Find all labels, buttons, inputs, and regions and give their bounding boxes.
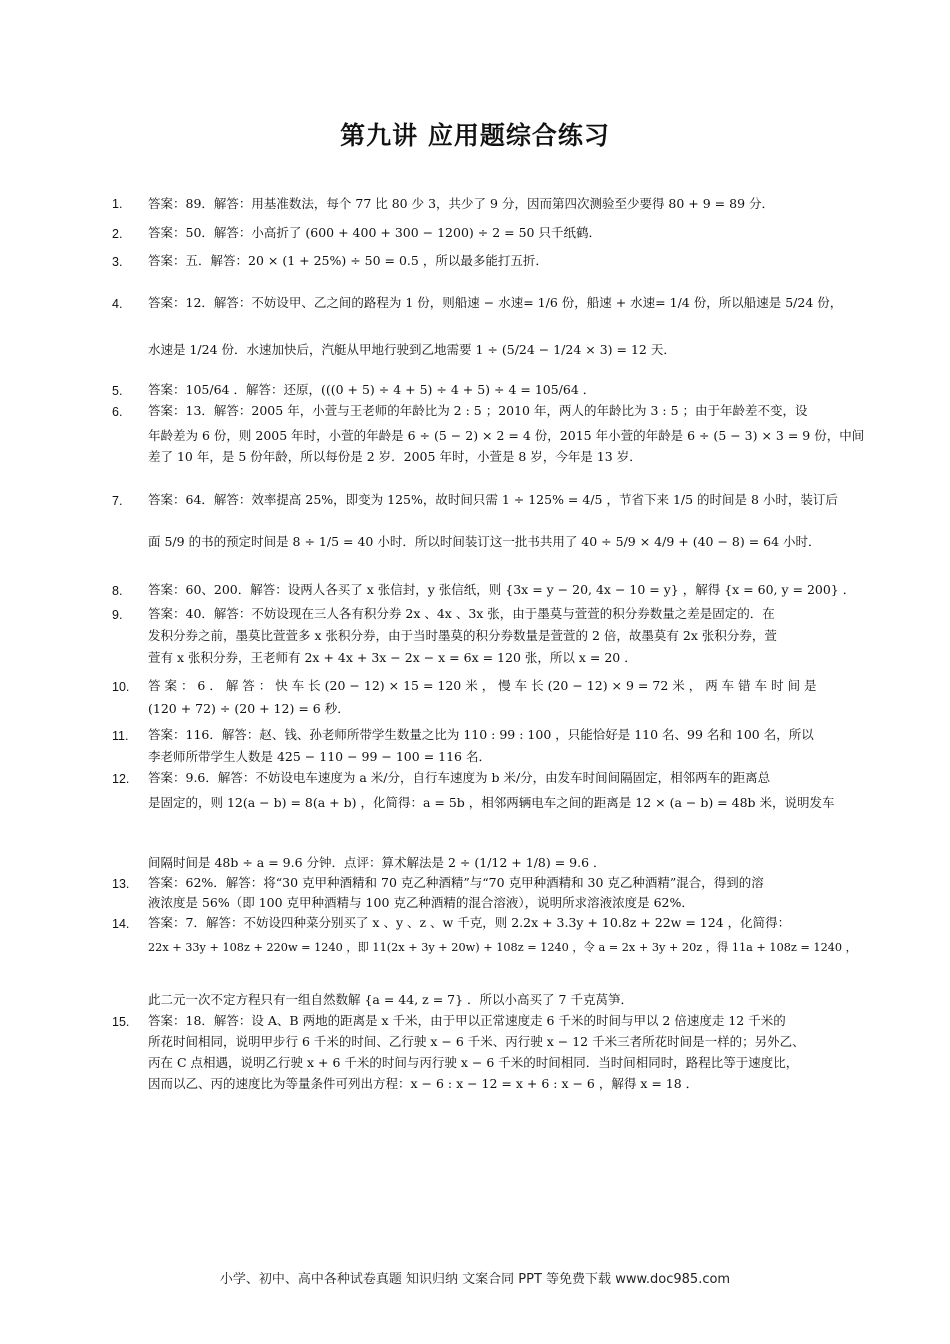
item-line: 答案：五．解答：20 × (1 + 25%) ÷ 50 = 0.5 ，所以最多能打五折． (148, 253, 548, 268)
item-line: 发积分券之前，墨莫比萱萱多 x 张积分券，由于当时墨莫的积分券数量是萱萱的 2 倍，故墨莫有 2x 张积分券，萱 (148, 628, 777, 643)
item-line: (120 + 72) ÷ (20 + 12) = 6 秒． (148, 701, 350, 716)
item-number: 7. (112, 494, 123, 508)
item-number: 14. (112, 917, 130, 931)
item-line: 丙在 C 点相遇，说明乙行驶 x + 6 千米的时间与丙行驶 x − 6 千米的时间相同．当时间相同时，路程比等于速度比， (148, 1055, 799, 1070)
item-line: 因而以乙、丙的速度比为等量条件可列出方程：x − 6 : x − 12 = x + 6 : x − 6 ，解得 x = 18 ． (148, 1076, 699, 1091)
item-line: 答案：64．解答：效率提高 25%，即变为 125%，故时间只需 1 ÷ 125% = 4/5 ，节省下来 1/5 的时间是 8 小时，装订后 (148, 492, 838, 507)
item-line: 答案：40．解答：不妨设现在三人各有积分券 2x 、4x 、3x 张，由于墨莫与萱萱的积分券数量之差是固定的．在 (148, 606, 775, 621)
item-number: 10. (112, 680, 130, 694)
item-line: 答案：50．解答：小高折了 (600 + 400 + 300 − 1200) ÷ 2 = 50 只千纸鹤． (148, 225, 601, 240)
item-line: 差了 10 年，是 5 份年龄，所以每份是 2 岁．2005 年时，小萱是 8 岁，今年是 13 岁． (148, 449, 642, 464)
item-line: 22x + 33y + 108z + 220w = 1240 ，即 11(2x + 3y + 20w) + 108z = 1240 ，令 a = 2x + 3y + 20z ，得 11a + 108z = 1240 ， (148, 941, 857, 954)
item-number: 15. (112, 1015, 130, 1029)
item-number: 11. (112, 729, 129, 743)
item-line: 答案：89．解答：用基准数法，每个 77 比 80 少 3，共少了 9 分，因而第四次测验至少要得 80 + 9 = 89 分． (148, 196, 774, 211)
item-line: 答案：18．解答：设 A、B 两地的距离是 x 千米，由于甲以正常速度走 6 千米的时间与甲以 2 倍速度走 12 千米的 (148, 1013, 786, 1028)
item-line: 此二元一次不定方程只有一组自然数解 {a = 44, z = 7} ．所以小高买了 7 千克莴笋． (148, 992, 633, 1007)
item-number: 12. (112, 772, 130, 786)
item-line: 答案：7．解答：不妨设四种菜分别买了 x 、y 、z 、w 千克，则 2.2x + 3.3y + 10.8z + 22w = 124 ，化简得： (148, 915, 791, 930)
item-line: 答案：60、200．解答：设两人各买了 x 张信封，y 张信纸，则 {3x = y − 20, 4x − 10 = y} ，解得 {x = 60, y = 200} ． (148, 582, 856, 597)
item-line: 是固定的，则 12(a − b) = 8(a + b) ，化简得：a = 5b ，相邻两辆电车之间的距离是 12 × (a − b) = 48b 米，说明发车 (148, 795, 835, 810)
item-number: 3. (112, 255, 123, 269)
page-title: 第九讲 应用题综合练习 (340, 121, 610, 150)
item-number: 2. (112, 227, 123, 241)
item-number: 13. (112, 877, 130, 891)
item-number: 1. (112, 197, 123, 211)
item-number: 5. (112, 384, 123, 398)
item-line: 答案：105/64 ．解答：还原，(((0 + 5) ÷ 4 + 5) ÷ 4 + 5) ÷ 4 = 105/64 ． (148, 382, 596, 397)
item-number: 4. (112, 297, 123, 311)
item-line: 水速是 1/24 份．水速加快后，汽艇从甲地行驶到乙地需要 1 ÷ (5/24 − 1/24 × 3) = 12 天． (148, 342, 676, 357)
item-line: 答案：12．解答：不妨设甲、乙之间的路程为 1 份，则船速 − 水速= 1/6 份，船速 + 水速= 1/4 份，所以船速是 5/24 份， (148, 295, 843, 310)
item-line: 萱有 x 张积分券，王老师有 2x + 4x + 3x − 2x − x = 6x = 120 张，所以 x = 20 ． (148, 650, 637, 665)
item-line: 间隔时间是 48b ÷ a = 9.6 分钟．点评：算术解法是 2 ÷ (1/12 + 1/8) = 9.6 ． (148, 855, 606, 870)
item-line: 李老师所带学生人数是 425 − 110 − 99 − 100 = 116 名． (148, 749, 491, 764)
item-line: 答案：62%．解答：将“30 克甲种酒精和 70 克乙种酒精”与“70 克甲种酒精和 30 克乙种酒精”混合，得到的溶 (148, 875, 764, 890)
item-number: 6. (112, 405, 123, 419)
item-number: 8. (112, 584, 123, 598)
item-line: 答 案 ： 6 ． 解 答 ： 快 车 长 (20 − 12) × 15 = 120 米 ， 慢 车 长 (20 − 12) × 9 = 72 米 ， 两 车 错 车 时 间 是 (148, 678, 817, 693)
item-line: 所花时间相同，说明甲步行 6 千米的时间、乙行驶 x − 6 千米、丙行驶 x − 12 千米三者所花时间是一样的；另外乙、 (148, 1034, 805, 1049)
item-number: 9. (112, 608, 123, 622)
footer-advert: 小学、初中、高中各种试卷真题 知识归纳 文案合同 PPT 等免费下载 www.doc985.com (219, 1272, 731, 1287)
item-line: 答案：9.6．解答：不妨设电车速度为 a 米/分，自行车速度为 b 米/分，由发车时间间隔固定，相邻两车的距离总 (148, 770, 771, 785)
item-line: 答案：13．解答：2005 年，小萱与王老师的年龄比为 2 : 5 ；2010 年，两人的年龄比为 3 : 5 ；由于年龄差不变，设 (148, 403, 808, 418)
item-line: 面 5/9 的书的预定时间是 8 ÷ 1/5 = 40 小时．所以时间装订这一批书共用了 40 ÷ 5/9 × 4/9 + (40 − 8) = 64 小时． (148, 534, 821, 549)
item-line: 答案：116．解答：赵、钱、孙老师所带学生数量之比为 110 : 99 : 100 ，只能恰好是 110 名、99 名和 100 名，所以 (148, 727, 814, 742)
item-line: 液浓度是 56%（即 100 克甲种酒精与 100 克乙种酒精的混合溶液），说明所求溶液浓度是 62%． (148, 895, 694, 910)
item-line: 年龄差为 6 份，则 2005 年时，小萱的年龄是 6 ÷ (5 − 2) × 2 = 4 份，2015 年小萱的年龄是 6 ÷ (5 − 3) × 3 = 9 份，中间 (148, 428, 864, 443)
